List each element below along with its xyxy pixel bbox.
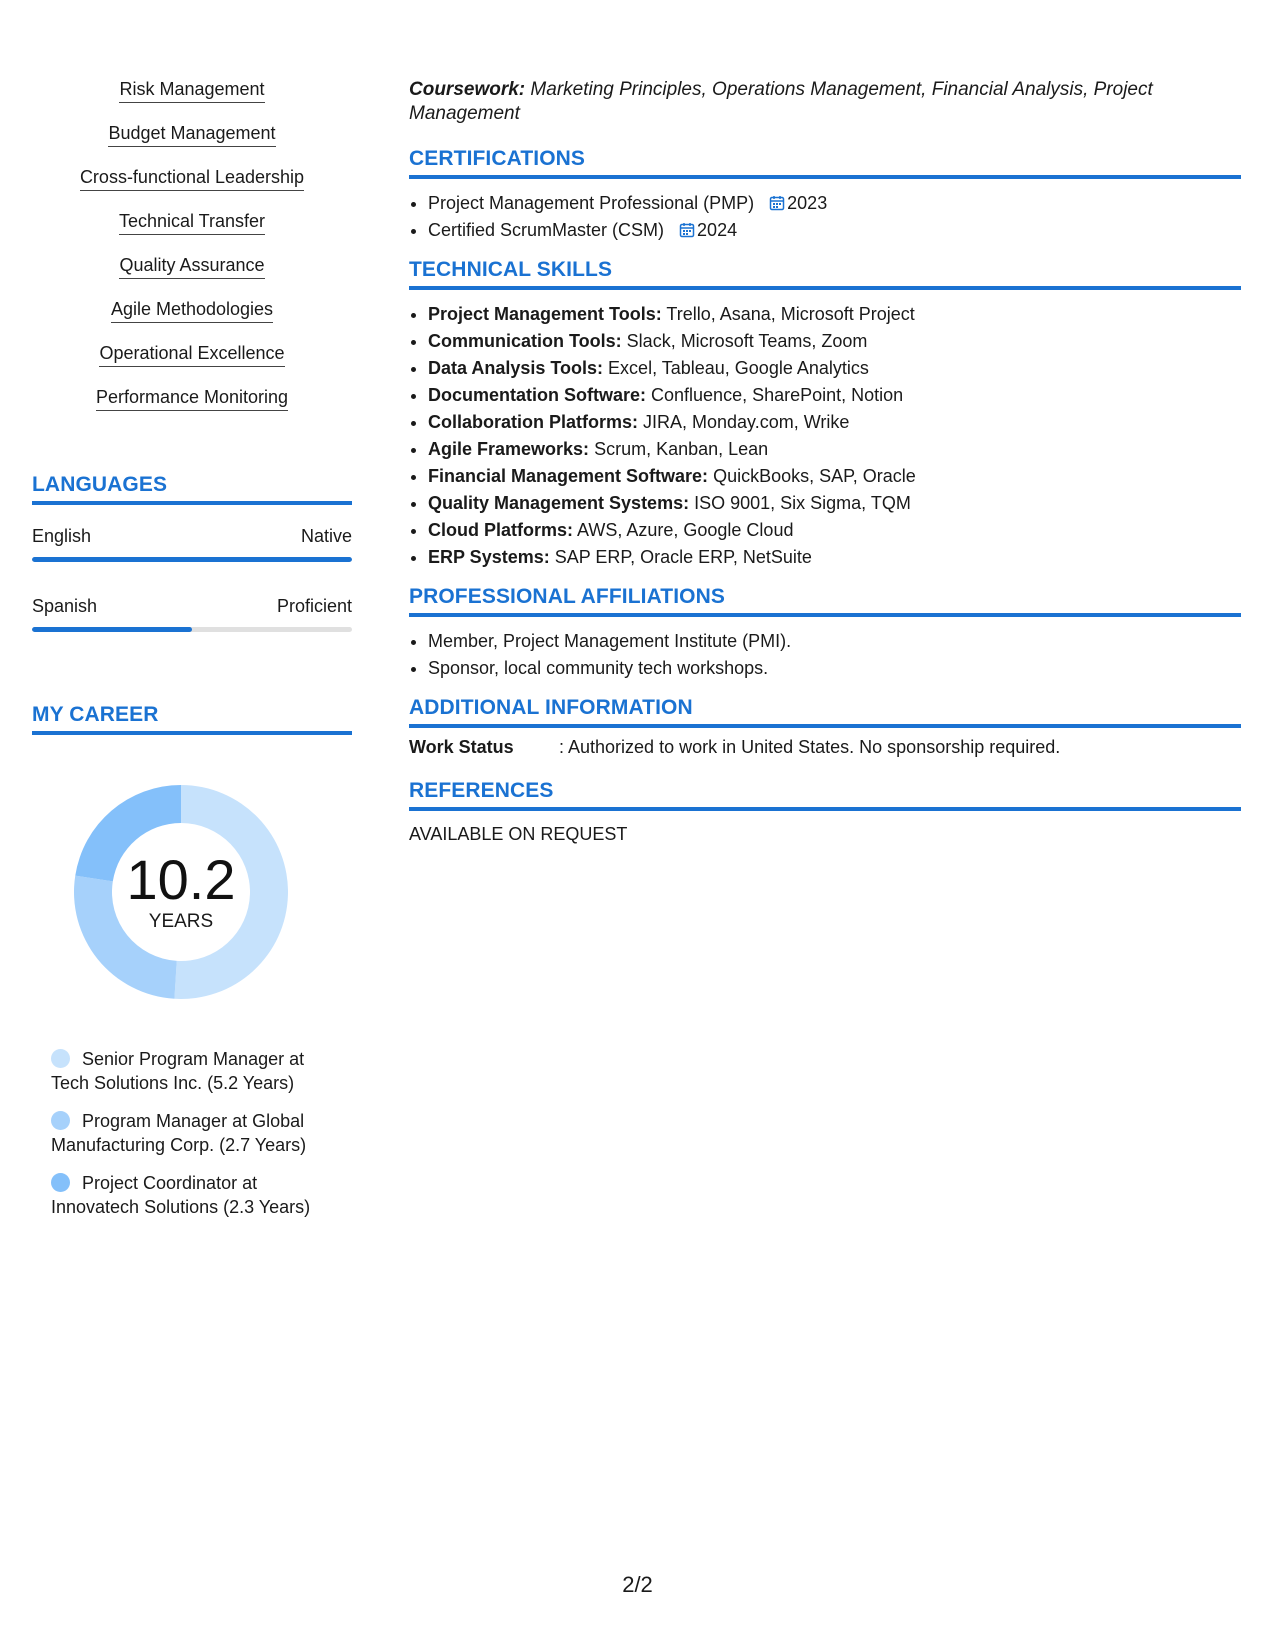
skill-values: Confluence, SharePoint, Notion [646, 385, 904, 405]
skill-category: Project Management Tools: [428, 304, 662, 324]
technical-skill-item [428, 301, 1241, 328]
skill-item: Performance Monitoring [96, 386, 288, 411]
technical-skill-item [428, 436, 1241, 463]
technical-skill-item [428, 409, 1241, 436]
skill-category: Financial Management Software: [428, 466, 709, 486]
coursework-text: Marketing Principles, Operations Management, Financial Analysis, Project Management [409, 79, 1153, 124]
legend-label: Senior Program Manager at Tech Solutions Inc. (5.2 Years) [51, 1049, 305, 1093]
certifications-list [409, 190, 1241, 244]
skill-values: ISO 9001, Six Sigma, TQM [689, 493, 911, 513]
references-title: REFERENCES [409, 778, 1241, 811]
skill-values: JIRA, Monday.com, Wrike [638, 412, 850, 432]
references-text: AVAILABLE ON REQUEST [409, 824, 628, 844]
skill-item: Operational Excellence [99, 342, 284, 367]
skill-category: Data Analysis Tools: [428, 358, 604, 378]
page-number: 2/2 [622, 1572, 653, 1597]
skill-item: Cross-functional Leadership [80, 166, 304, 191]
career-legend-item [51, 1109, 341, 1157]
technical-skills-section [409, 257, 1241, 571]
skill-values: AWS, Azure, Google Cloud [573, 520, 794, 540]
technical-skill-item [428, 517, 1241, 544]
skill-item: Technical Transfer [119, 210, 265, 235]
language-level: Proficient [276, 596, 352, 616]
affiliations-list [409, 628, 1241, 682]
language-english [32, 525, 352, 562]
main-content [409, 78, 1241, 858]
career-title: MY CAREER [32, 702, 352, 735]
calendar-icon [679, 222, 695, 238]
skill-category: Cloud Platforms: [428, 520, 574, 540]
language-name: English [32, 526, 92, 546]
language-bar-fill [32, 557, 352, 562]
skills-list [32, 78, 352, 430]
affiliation-item: • Member, Project Management Institute (PMI). [428, 628, 1241, 655]
additional-info-section [409, 695, 1241, 758]
language-name: Spanish [32, 596, 98, 616]
career-legend-item [51, 1171, 341, 1219]
references-section [409, 778, 1241, 845]
skill-values: Scrum, Kanban, Lean [589, 439, 769, 459]
skill-values: Excel, Tableau, Google Analytics [603, 358, 869, 378]
skill-category: Agile Frameworks: [428, 439, 590, 459]
career-donut [66, 777, 296, 1007]
certifications-section [409, 146, 1241, 244]
skill-category: Quality Management Systems: [428, 493, 690, 513]
affiliations-section [409, 584, 1241, 682]
language-level: Native [300, 526, 352, 546]
languages-section [32, 472, 352, 632]
legend-label: Project Coordinator at Innovatech Solutions (2.3 Years) [51, 1173, 311, 1217]
certifications-title: CERTIFICATIONS [409, 146, 1241, 179]
skill-values: QuickBooks, SAP, Oracle [708, 466, 916, 486]
technical-skills-title: TECHNICAL SKILLS [409, 257, 1241, 290]
skill-category: Collaboration Platforms: [428, 412, 639, 432]
skill-item: Quality Assurance [119, 254, 264, 279]
technical-skill-item [428, 382, 1241, 409]
certification-year: 2024 [697, 220, 738, 240]
legend-dot [51, 1173, 70, 1192]
skill-item: Agile Methodologies [111, 298, 273, 323]
skill-item: Risk Management [119, 78, 264, 103]
certification-name: Certified ScrumMaster (CSM) [428, 220, 665, 240]
language-spanish [32, 595, 352, 632]
certification-name: Project Management Professional (PMP) [428, 193, 755, 213]
work-status-label: Work Status [409, 737, 514, 757]
skill-values: Trello, Asana, Microsoft Project [661, 304, 915, 324]
skill-category: Communication Tools: [428, 331, 622, 351]
sidebar [32, 78, 352, 1233]
languages-title: LANGUAGES [32, 472, 352, 505]
coursework [409, 78, 1241, 126]
additional-info-title: ADDITIONAL INFORMATION [409, 695, 1241, 728]
work-status-row [409, 736, 1241, 758]
legend-dot [51, 1049, 70, 1068]
skill-category: ERP Systems: [428, 547, 550, 567]
certification-item [428, 190, 1241, 217]
skill-values: Slack, Microsoft Teams, Zoom [621, 331, 868, 351]
skill-category: Documentation Software: [428, 385, 647, 405]
skill-item: Budget Management [108, 122, 275, 147]
language-bar [32, 557, 352, 562]
technical-skill-item [428, 328, 1241, 355]
donut-center [66, 777, 296, 1007]
career-legend [51, 1047, 341, 1219]
skill-values: SAP ERP, Oracle ERP, NetSuite [549, 547, 812, 567]
certification-year: 2023 [787, 193, 828, 213]
technical-skill-item [428, 544, 1241, 571]
affiliations-title: PROFESSIONAL AFFILIATIONS [409, 584, 1241, 617]
career-section [32, 702, 352, 1219]
technical-skill-item [428, 463, 1241, 490]
work-status-value: : Authorized to work in United States. No sponsorship required. [559, 737, 1061, 757]
calendar-icon [769, 195, 785, 211]
legend-dot [51, 1111, 70, 1130]
career-total-unit: YEARS [148, 911, 214, 932]
affiliation-item: • Sponsor, local community tech workshops. [428, 655, 1241, 682]
career-legend-item [51, 1047, 341, 1095]
career-total-years: 10.2 [126, 848, 236, 911]
certification-item [428, 217, 1241, 244]
technical-skills-list [409, 301, 1241, 571]
technical-skill-item [428, 490, 1241, 517]
coursework-label: Coursework: [409, 79, 526, 100]
legend-label: Program Manager at Global Manufacturing Corp. (2.7 Years) [51, 1111, 307, 1155]
technical-skill-item [428, 355, 1241, 382]
language-bar-fill [32, 627, 192, 632]
language-bar [32, 627, 352, 632]
